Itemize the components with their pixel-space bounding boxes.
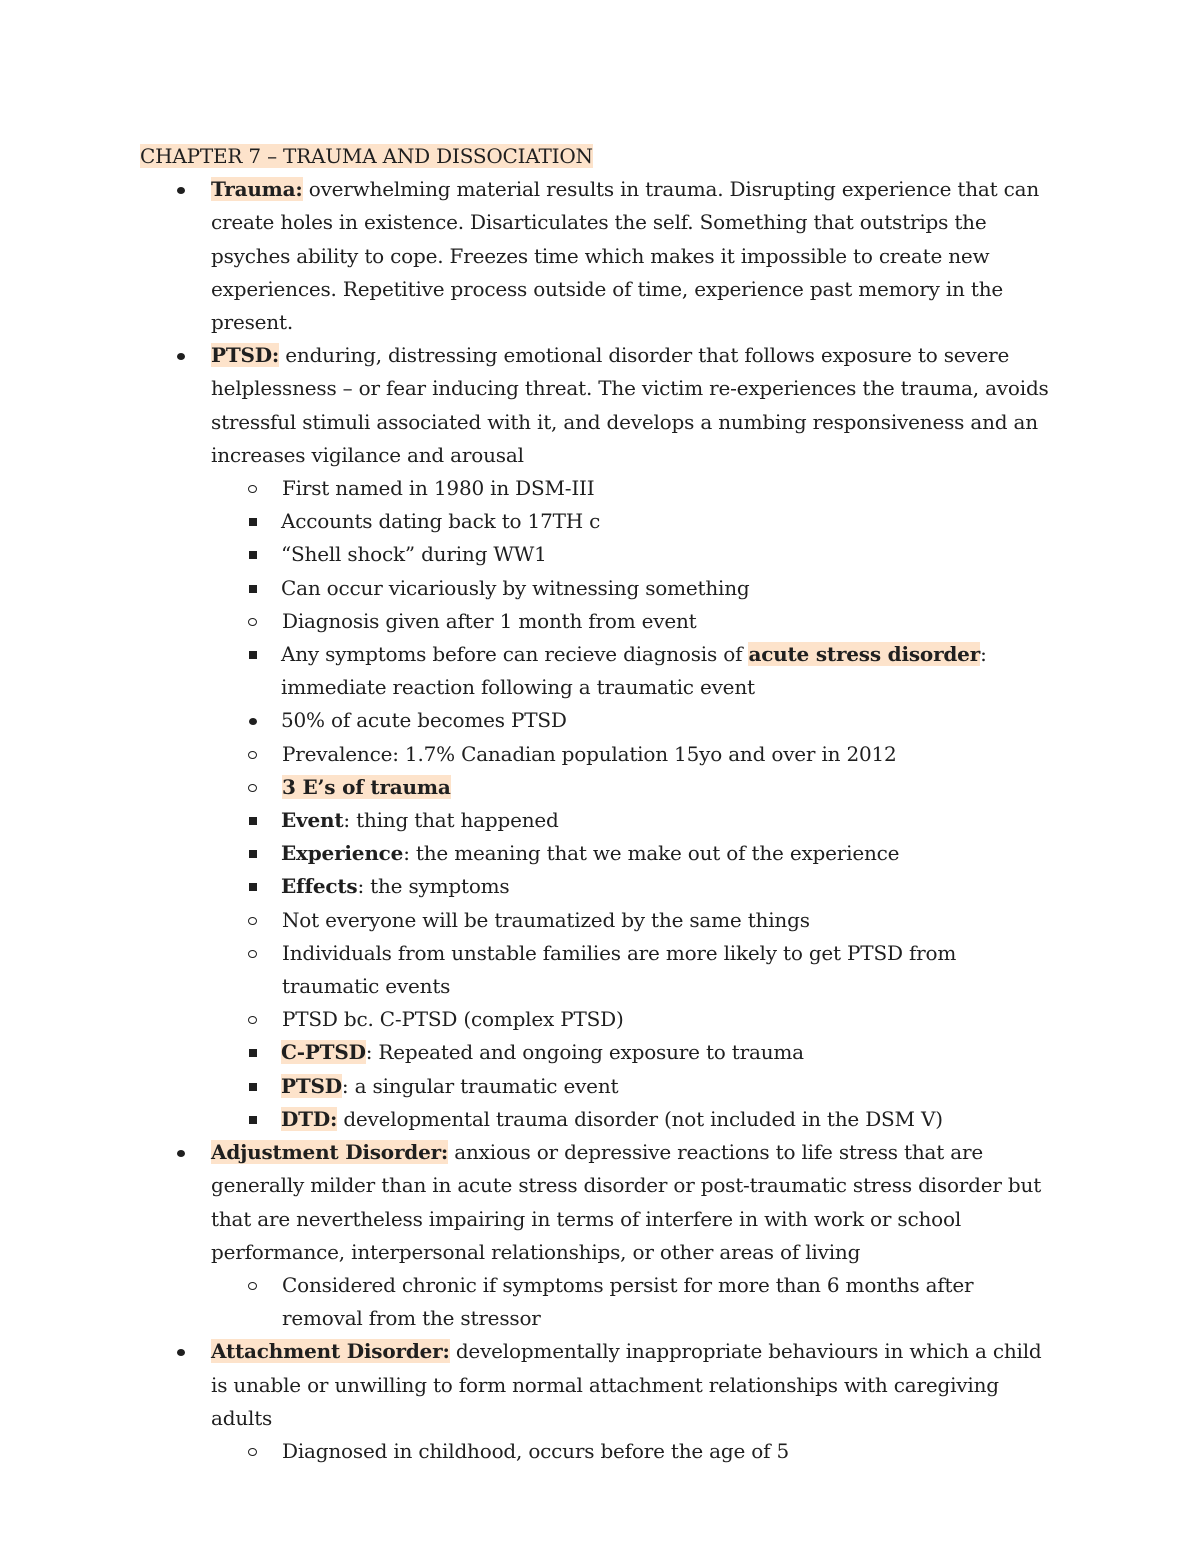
3-es-sublist xyxy=(211,804,1050,904)
fifty-percent-text: 50% of acute becomes PTSD xyxy=(281,708,567,733)
attachment-sublist xyxy=(211,1435,1050,1468)
list-item-ptsd-single xyxy=(211,1070,1050,1103)
list-item-ptsd-vs-cptsd xyxy=(211,1003,1050,1136)
list-item-50-percent xyxy=(211,704,1050,737)
list-item-dtd xyxy=(211,1103,1050,1136)
adjustment-sublist xyxy=(211,1269,1050,1335)
term-ptsd-single: PTSD xyxy=(281,1073,342,1098)
not-everyone-text: Not everyone will be traumatized by the same things xyxy=(282,907,810,932)
list-item-acute-stress xyxy=(211,638,1050,738)
term-dtd: DTD: xyxy=(281,1106,338,1131)
effects-text: : the symptoms xyxy=(357,874,510,899)
list-item-vicarious xyxy=(211,572,1050,605)
definition-adjustment-disorder: anxious or depressive reactions to life stress that are generally milder than in acute stress disorder or post-traumatic stress disorder but that are nevertheless impairing in terms of interfere in with work or school performance, interpersonal relationships, or other areas of living xyxy=(211,1140,1042,1264)
term-cptsd: C-PTSD xyxy=(281,1040,366,1065)
unstable-families-text: Individuals from unstable families are more likely to get PTSD from traumatic events xyxy=(282,940,957,999)
list-item-chronic xyxy=(211,1269,1050,1335)
ptsd-sublist xyxy=(211,472,1050,1136)
list-item-not-everyone xyxy=(211,904,1050,937)
term-trauma: Trauma: xyxy=(211,177,303,202)
term-acute-stress-disorder: acute stress disorder xyxy=(748,642,981,667)
list-item-event xyxy=(211,804,1050,837)
dtd-text: developmental trauma disorder (not included in the DSM V) xyxy=(337,1106,943,1131)
childhood-text: Diagnosed in childhood, occurs before the age of 5 xyxy=(282,1438,790,1463)
experience-text: : the meaning that we make out of the experience xyxy=(403,841,900,866)
list-item-experience xyxy=(211,837,1050,870)
term-event: Event xyxy=(281,808,344,833)
diagnosis-timing-text: Diagnosis given after 1 month from event xyxy=(282,608,697,633)
list-item-ptsd xyxy=(140,339,1050,1136)
list-item-shell-shock xyxy=(211,538,1050,571)
term-effects: Effects xyxy=(281,874,358,899)
list-item-17th-century xyxy=(211,505,1050,538)
list-item-childhood xyxy=(211,1435,1050,1468)
list-item-first-named xyxy=(211,472,1050,605)
list-item-adjustment-disorder xyxy=(140,1136,1050,1335)
definition-ptsd: enduring, distressing emotional disorder that follows exposure to severe helplessness – or fear inducing threat. The victim re-experiences the trauma, avoids stressful stimuli associated with it, and develops a numbing responsiveness and an increases vigilance and arousal xyxy=(211,343,1049,467)
term-adjustment-disorder: Adjustment Disorder: xyxy=(211,1140,449,1165)
acute-stress-pre: Any symptoms before can recieve diagnosis of xyxy=(281,642,749,667)
chapter-title-text: CHAPTER 7 – TRAUMA AND DISSOCIATION xyxy=(140,144,593,168)
first-named-sublist xyxy=(211,505,1050,605)
prevalence-text: Prevalence: 1.7% Canadian population 15yo and over in 2012 xyxy=(282,741,897,766)
main-list xyxy=(140,173,1050,1468)
list-item-prevalence xyxy=(211,738,1050,771)
cptsd-text: : Repeated and ongoing exposure to trauma xyxy=(365,1040,804,1065)
list-item-3-es xyxy=(211,771,1050,904)
definition-attachment-disorder: developmentally inappropriate behaviours in which a child is unable or unwilling to form normal attachment relationships with caregiving adults xyxy=(211,1339,1042,1430)
term-experience: Experience xyxy=(281,841,404,866)
event-text: : thing that happened xyxy=(343,808,559,833)
list-item-attachment-disorder xyxy=(140,1335,1050,1468)
ptsd-vs-cptsd-text: PTSD bc. C-PTSD (complex PTSD) xyxy=(282,1007,624,1032)
acute-stress-post: : immediate reaction following a traumatic event xyxy=(281,642,987,700)
definition-trauma: overwhelming material results in trauma. Disrupting experience that can create holes in existence. Disarticulates the self. Something that outstrips the psyches ability to cope. Freezes time which makes it impossible to create new experiences. Repetitive process outside of time, experience past memory in the present. xyxy=(211,177,1040,335)
term-attachment-disorder: Attachment Disorder: xyxy=(211,1339,450,1364)
list-item-cptsd xyxy=(211,1036,1050,1069)
diagnosis-sublist xyxy=(211,638,1050,738)
list-item-trauma xyxy=(140,173,1050,339)
shell-shock-text: “Shell shock” during WW1 xyxy=(281,542,547,567)
ptsd-types-sublist xyxy=(211,1036,1050,1136)
notes-body xyxy=(140,140,1050,1468)
term-3-es-of-trauma: 3 E’s of trauma xyxy=(282,774,451,799)
acute-stress-sublist xyxy=(211,704,1050,737)
list-item-unstable-families xyxy=(211,937,1050,1003)
list-item-diagnosis-timing xyxy=(211,605,1050,738)
first-named-text: First named in 1980 in DSM-III xyxy=(282,476,595,501)
list-item-effects xyxy=(211,870,1050,903)
vicarious-text: Can occur vicariously by witnessing something xyxy=(281,575,750,600)
ptsd-single-text: : a singular traumatic event xyxy=(341,1073,619,1098)
accounts-text: Accounts dating back to 17TH c xyxy=(281,509,601,534)
chronic-text: Considered chronic if symptoms persist for more than 6 months after removal from the stressor xyxy=(282,1272,974,1331)
chapter-title xyxy=(140,140,1050,173)
term-ptsd: PTSD: xyxy=(211,343,280,368)
